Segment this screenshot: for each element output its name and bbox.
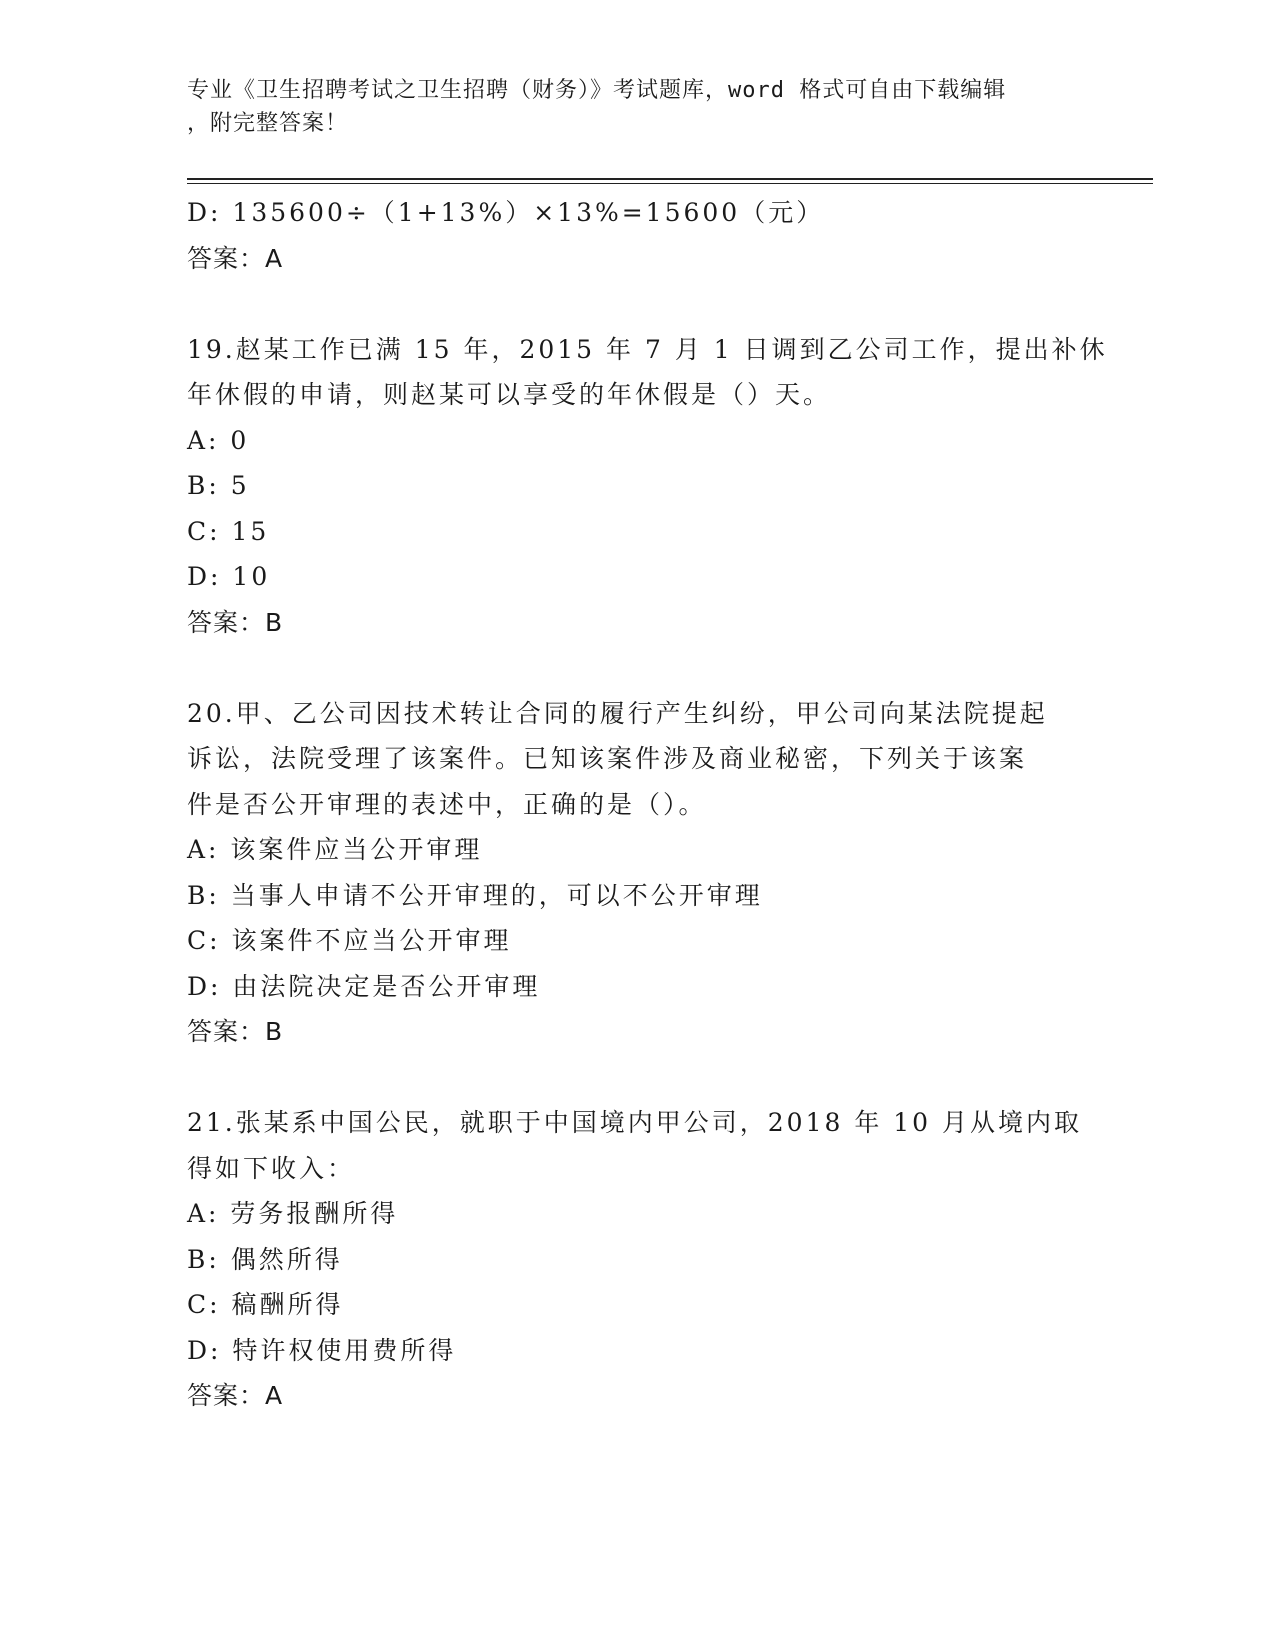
option-a: A: 劳务报酬所得 [187,1199,399,1228]
stem-line: 21.张某系中国公民，就职于中国境内甲公司，2018 年 10 月从境内取 [187,1108,1083,1137]
question-list [187,190,1108,1464]
answer-line: 答案：B [187,1017,284,1046]
stem-line: 诉讼，法院受理了该案件。已知该案件涉及商业秘密，下列关于该案 [187,744,1028,773]
stem-line: 件是否公开审理的表述中，正确的是（）。 [187,789,707,819]
option-b: B: 偶然所得 [187,1244,343,1274]
option-c: C: 该案件不应当公开审理 [187,926,512,955]
option-d: D: 特许权使用费所得 [187,1335,457,1365]
stem-line: 19.赵某工作已满 15 年，2015 年 7 月 1 日调到乙公司工作，提出补休 [187,334,1108,364]
header-line-2: ，附完整答案！ [187,111,349,136]
option-a: A: 该案件应当公开审理 [187,835,483,864]
option-c: C: 稿酬所得 [187,1290,344,1319]
answer-line: 答案：A [187,243,284,273]
option-b: B: 5 [187,471,250,500]
stem-line: 20.甲、乙公司因技术转让合同的履行产生纠纷，甲公司向某法院提起 [187,698,1048,728]
stem-line: 年休假的申请，则赵某可以享受的年休假是（）天。 [187,380,832,409]
option-d: D: 135600÷（1+13%）×13%=15600（元） [187,198,825,227]
question-21 [187,1100,1087,1419]
previous-question-tail [187,190,1087,281]
question-20 [187,691,1087,1055]
document-header [187,74,1067,140]
header-rule-thick [187,178,1153,180]
option-d: D: 由法院决定是否公开审理 [187,971,541,1001]
option-b: B: 当事人申请不公开审理的，可以不公开审理 [187,880,763,910]
stem-line: 得如下收入： [187,1153,356,1183]
answer-line: 答案：B [187,607,284,637]
option-a: A: 0 [187,425,250,455]
question-stem [187,1100,1087,1191]
question-stem [187,327,1108,418]
question-stem [187,691,1087,828]
option-d: D: 10 [187,562,271,591]
header-line-1: 专业《卫生招聘考试之卫生招聘（财务）》考试题库，word 格式可自由下载编辑 [187,78,1007,103]
option-c: C: 15 [187,516,270,546]
answer-line: 答案：A [187,1381,284,1410]
header-rule-thin [187,183,1153,184]
question-19 [187,327,1108,646]
